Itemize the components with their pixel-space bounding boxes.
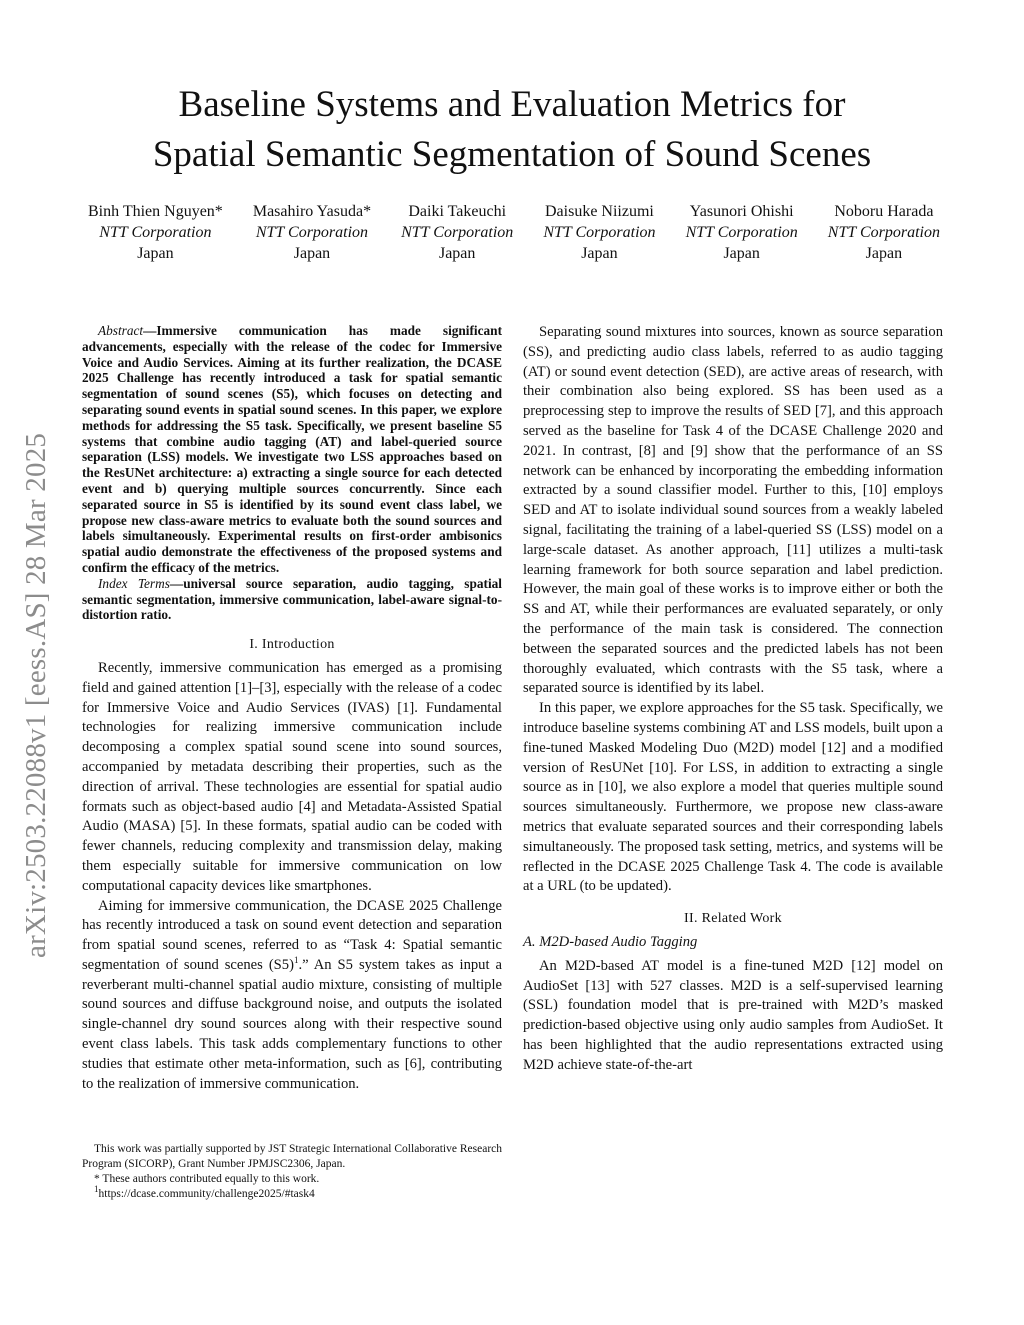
author-name: Masahiro Yasuda*	[252, 203, 372, 220]
author-name: Binh Thien Nguyen*	[88, 203, 223, 220]
author-list	[88, 201, 940, 264]
arxiv-identifier-stamp: arXiv:2503.22088v1 [eess.AS] 28 Mar 2025	[20, 432, 52, 958]
author-5	[686, 201, 798, 264]
intro-p2-after: .” An S5 system takes as input a reverberant multi-channel spatial audio mixture, consisting of multiple sound sources and diffuse background noise, and outputs the isolated single-channel dry sound sources along with their respective sound event class labels. This task adds complementary functions to other studies that estimate other meta-information, such as [6], contributing to the realization of immersive communication.	[82, 956, 502, 1092]
author-country: Japan	[137, 245, 174, 262]
author-6	[828, 201, 940, 264]
footnote-1-marker: 1	[94, 1184, 99, 1195]
footnote-marker: 1	[293, 955, 299, 966]
footnote-1-url[interactable]: https://dcase.community/challenge2025/#task4	[98, 1188, 315, 1200]
paper-title	[0, 80, 1024, 180]
author-3	[401, 201, 513, 264]
intro-paragraph-4: In this paper, we explore approaches for the S5 task. Specifically, we introduce baseline systems combining AT and LSS models, built upon a fine-tuned Masked Modeling Duo (M2D) model [12] and a modified version of ResUNet [10]. For LSS, in addition to extracting a single source as in [10], we also explore a model that queries multiple sound sources simultaneously. Furthermore, we propose new class-aware metrics that evaluate separated sources and their corresponding labels simultaneously. The proposed task setting, metrics, and systems will be reflected in the DCASE 2025 Challenge Task 4. The code is available at a URL (to be updated).	[523, 700, 943, 895]
author-affiliation: NTT Corporation	[255, 224, 369, 241]
author-country: Japan	[865, 245, 903, 262]
related-paragraph-1: An M2D-based AT model is a fine-tuned M2D [12] model on AudioSet [13] with 527 classes. M2D is a self-supervised learning (SSL) foundation model that is pre-trained with M2D’s masked prediction-based objective using only audio samples from AudioSet. It has been highlighted that the audio representations extracted using M2D achieve state-of-the-art	[523, 957, 943, 1073]
author-name: Daiki Takeuchi	[408, 203, 507, 220]
intro-p2-before: Aiming for immersive communication, the DCASE 2025 Challenge has recently introduced a task on sound event detection and separation from spatial sound scenes, referred to as “Task 4: Spatial semantic segmentation of sound scenes (S5)	[82, 897, 502, 973]
author-4	[543, 201, 655, 264]
author-affiliation: NTT Corporation	[685, 224, 798, 241]
author-affiliation: NTT Corporation	[99, 224, 212, 241]
abstract	[82, 323, 502, 576]
author-country: Japan	[438, 245, 476, 262]
section-heading-introduction: I. Introduction	[249, 637, 335, 653]
section-heading-related-work: II. Related Work	[684, 911, 782, 927]
author-name: Daisuke Niizumi	[544, 203, 654, 220]
right-column	[523, 323, 943, 1075]
footnotes	[82, 1142, 502, 1202]
title-line-1: Baseline Systems and Evaluation Metrics for	[178, 84, 846, 125]
index-terms-text: —universal source separation, audio tagging, spatial semantic segmentation, immersive communication, label-aware signal-to-distortion ratio.	[82, 575, 502, 623]
intro-paragraph-1: Recently, immersive communication has emerged as a promising field and gained attention [1]–[3], especially with the release of a codec for Immersive Voice and Audio Services (IVAS) [1]. Fundamental technologies for realizing immersive communication include decomposing a complex spatial sound scene into sound sources, accompanied by metadata describing their properties, such as the direction of arrival. These technologies are essential for spatial audio formats such as object-based audio [4] and Metadata-Assisted Spatial Audio (MASA) [5]. In these formats, spatial audio can be coded with fewer channels, reducing complexity and transmission delay, making them especially suitable for immersive communication on low computational capacity devices like smartphones.	[82, 659, 502, 894]
author-country: Japan	[293, 245, 331, 262]
intro-paragraph-3: Separating sound mixtures into sources, known as source separation (SS), and predicting audio class labels, referred to as audio tagging (AT) or sound event detection (SED), are active areas of research, with their combination also being explored. SS has been used as a preprocessing step to improve the results of SED [7], and this approach served as the baseline for Task 4 of the DCASE Challenge 2020 and 2021. In contrast, [8] and [9] show that the performance of an SS network can be enhanced by incorporating the embedding information extracted by a sound classifier model. Further to this, [10] employs SED and AT to isolate individual sound sources from a weakly labeled signal, facilitating the training of a label-queried SS (LSS) model on a large-scale dataset. As another approach, [11] utilizes a multi-task learning framework for both source separation and label prediction. However, the main goal of these works is to improve either or both the SS and AT, while their performances are evaluated separately, or only the performance of the main task is considered. The connection between the separated sources and the predicted labels has not been thoroughly evaluated, which contrasts with the S5 task, where a separated source is identified by its label.	[523, 324, 943, 697]
author-2	[253, 201, 371, 264]
author-1	[88, 201, 223, 264]
author-affiliation: NTT Corporation	[401, 224, 514, 241]
author-country: Japan	[723, 245, 760, 262]
author-name: Yasunori Ohishi	[689, 203, 794, 220]
author-affiliation: NTT Corporation	[543, 224, 656, 241]
author-affiliation: NTT Corporation	[827, 224, 940, 241]
author-country: Japan	[581, 245, 618, 262]
subsection-heading-m2d: A. M2D-based Audio Tagging	[523, 933, 698, 950]
footnote-equal-contribution: * These authors contributed equally to this work.	[94, 1173, 320, 1185]
index-terms-label: Index Terms	[98, 575, 170, 591]
intro-paragraph-2	[82, 897, 502, 1095]
index-terms	[82, 576, 502, 623]
abstract-label: Abstract	[98, 323, 144, 338]
author-name: Noboru Harada	[834, 203, 934, 220]
footnote-1	[82, 1184, 502, 1202]
title-line-2: Spatial Semantic Segmentation of Sound Scenes	[152, 134, 872, 175]
footnote-funding: This work was partially supported by JST Strategic International Collaborative Research Program (SICORP), Grant Number JPMJSC2306, Japan.	[82, 1143, 502, 1170]
abstract-text: —Immersive communication has made significant advancements, especially with the release of the codec for Immersive Voice and Audio Services. Aiming at its further realization, the DCASE 2025 Challenge has recently introduced a task for spatial semantic segmentation of sound scenes (S5), which focuses on detecting and separating sound events in spatial sound scenes. In this paper, we explore methods for addressing the S5 task. Specifically, we present baseline S5 systems that combine audio tagging (AT) and label-queried source separation (LSS) models. We investigate two LSS approaches based on the ResUNet architecture: a) extracting a single source for each detected event and b) querying multiple sources concurrently. Since each separated source in S5 is identified by its sound event class label, we propose new class-aware metrics to evaluate both the sound sources and labels simultaneously. Experimental results on first-order ambisonics spatial audio demonstrate the effectiveness of the proposed systems and confirm the efficacy of the metrics.	[82, 323, 502, 575]
left-column	[82, 323, 502, 1094]
